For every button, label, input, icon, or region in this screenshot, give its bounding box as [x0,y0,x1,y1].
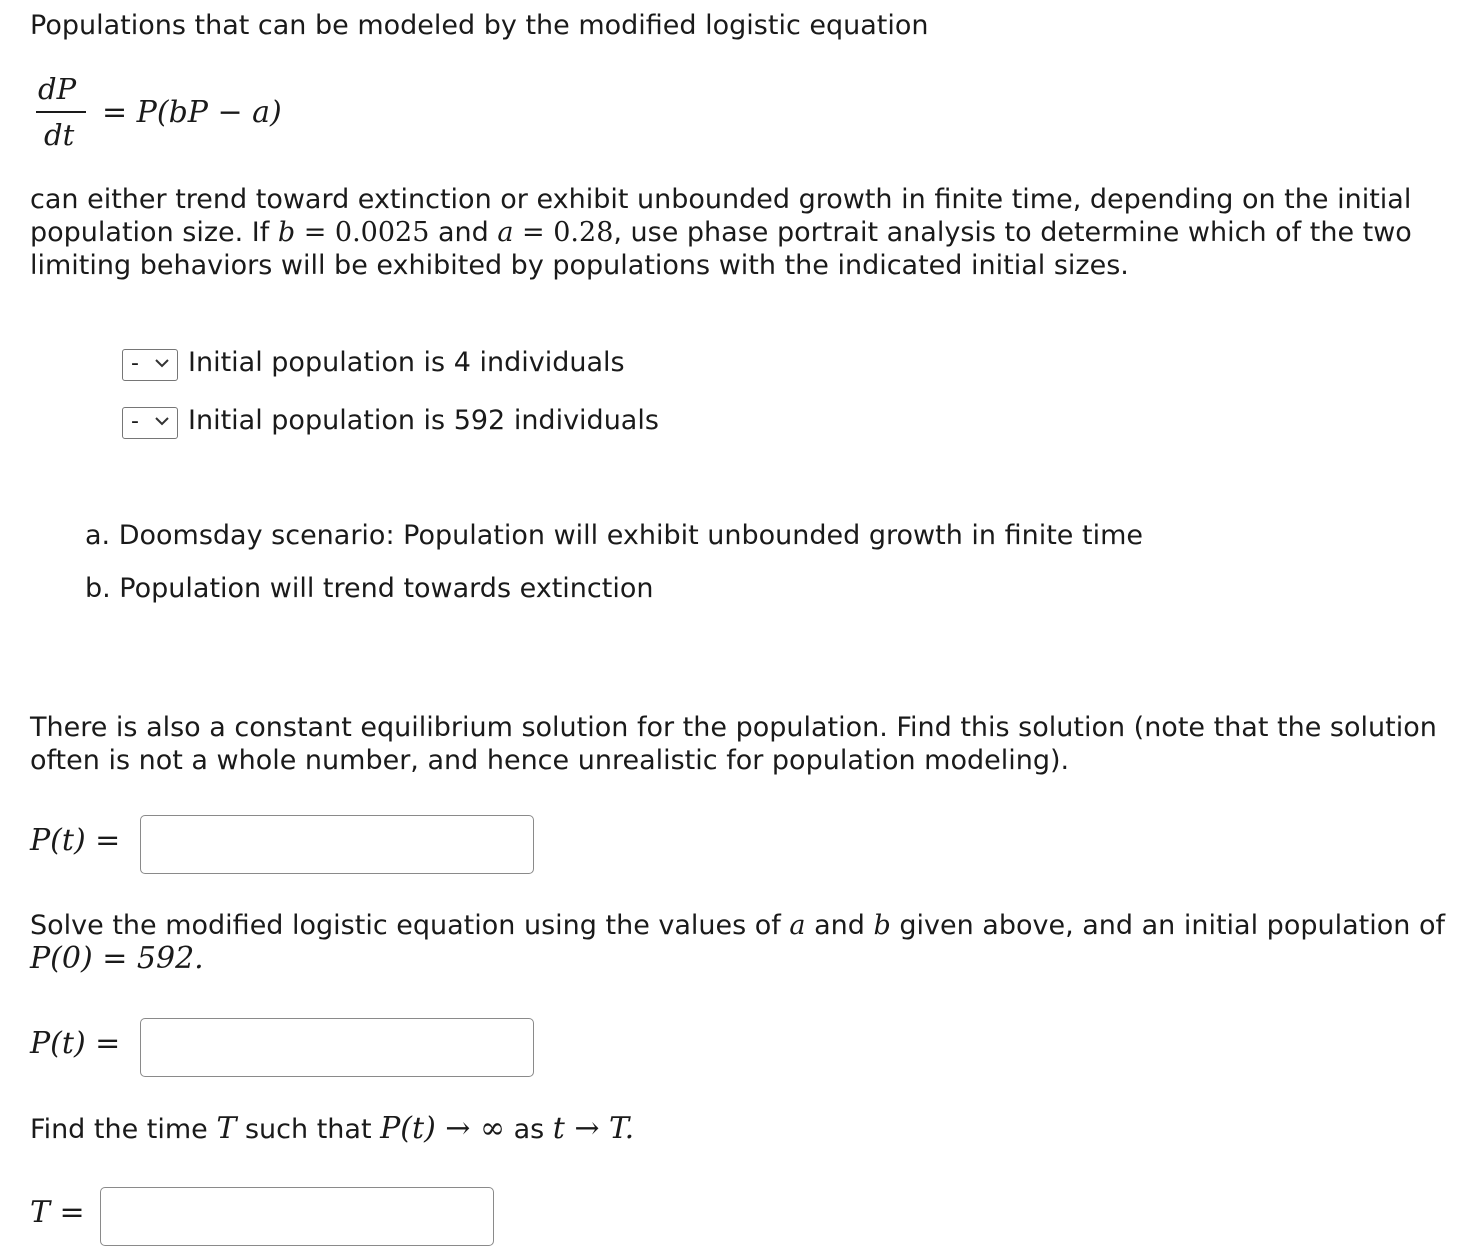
equilibrium-answer-box [140,815,534,874]
initial-condition: P(0) = 592. [30,941,204,976]
paragraph-1-line-3: limiting behaviors will be exhibited by populations with the indicated initial sizes. [30,250,1129,281]
text-segment: as [504,1114,553,1145]
equation-rhs: = P(bP − a) [102,95,282,130]
solution-answer-box [140,1018,534,1077]
dropdown-label-2: Initial population is 592 individuals [188,405,659,436]
var-b: b [873,910,891,941]
blowup-time-answer-box [100,1187,494,1246]
var-a: a [789,910,806,941]
initial-4-select[interactable] [122,349,178,381]
paragraph-3-line-1 [30,910,1445,941]
intro-text: Populations that can be modeled by the modified logistic equation [30,10,929,41]
paragraph-1-line-2 [30,217,1412,248]
solution-input[interactable] [141,1019,533,1076]
a-value: = 0.28 [513,217,614,248]
var-a: a [497,217,514,248]
limit-expression: P(t) → ∞ [380,1111,505,1146]
answer-3-label: T = [30,1195,85,1230]
var-T: T [216,1111,237,1146]
paragraph-2-line-2: often is not a whole number, and hence unrealistic for population modeling). [30,745,1070,776]
equation-denominator: dt [44,118,75,152]
chevron-down-icon [153,410,171,432]
paragraph-4 [30,1111,634,1146]
dropdown-label-1: Initial population is 4 individuals [188,347,625,378]
option-b: b. Population will trend towards extinction [85,573,654,604]
fraction-bar [36,111,86,113]
answer-1-label: P(t) = [30,823,121,858]
var-b: b [277,217,296,248]
text-segment: given above, and an initial population of [890,910,1445,941]
initial-592-select[interactable] [122,407,178,439]
select-value: - [131,351,139,376]
option-a: a. Doomsday scenario: Population will exhibit unbounded growth in finite time [85,520,1143,551]
text-segment: and [805,910,874,941]
paragraph-2-line-1: There is also a constant equilibrium solution for the population. Find this solution (note that the solution [30,712,1437,743]
blowup-time-input[interactable] [101,1188,493,1245]
answer-2-label: P(t) = [30,1026,121,1061]
text-segment: , use phase portrait analysis to determine which of the two [613,217,1412,248]
text-segment: Find the time [30,1114,217,1145]
limit-condition: t → T. [552,1111,635,1146]
text-segment: population size. If [30,217,278,248]
chevron-down-icon [153,352,171,374]
equation-numerator: dP [38,72,77,106]
equilibrium-input[interactable] [141,816,533,873]
text-segment: and [429,217,498,248]
paragraph-1-line-1: can either trend toward extinction or exhibit unbounded growth in finite time, depending on the initial [30,184,1412,215]
b-value: = 0.0025 [295,217,430,248]
text-segment: Solve the modified logistic equation using the values of [30,910,790,941]
select-value: - [131,409,139,434]
text-segment: such that [236,1114,381,1145]
